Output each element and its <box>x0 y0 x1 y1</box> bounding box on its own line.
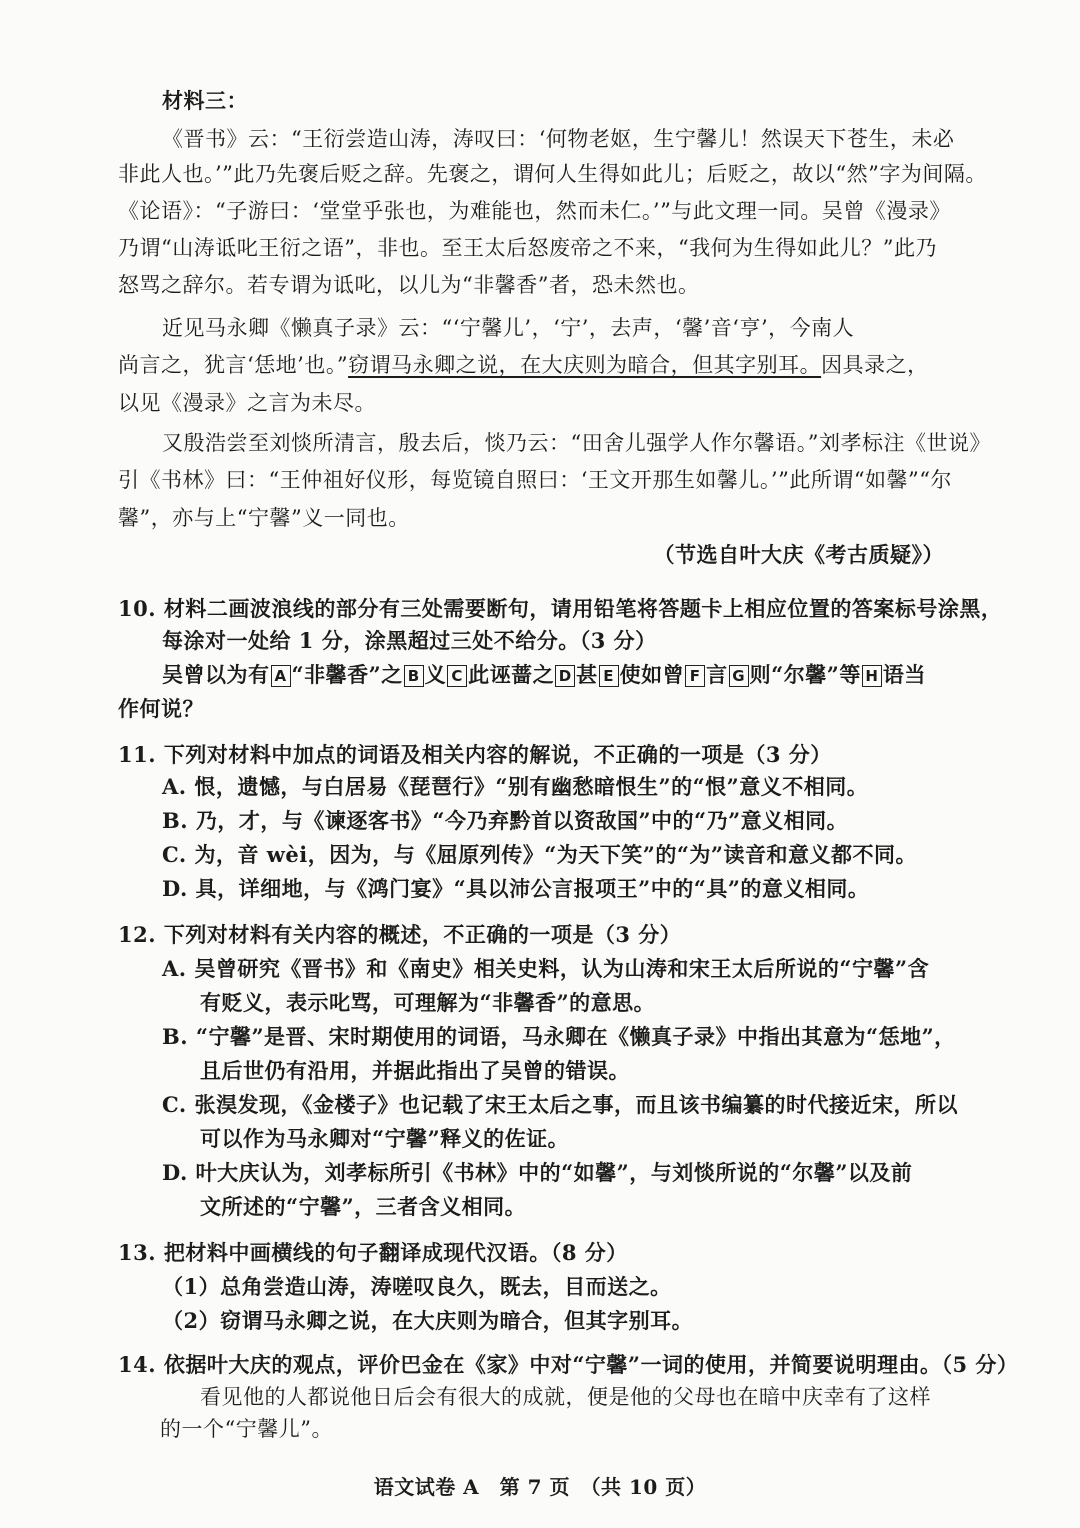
q10-stem-line2: 每涂对一处给 1 分，涂黑超过三处不给分。（3 分） <box>162 628 657 653</box>
q11-option-c: C. 为，音 wèi，因为，与《屈原列传》“为天下笑”的“为”读音和意义都不同。 <box>162 842 918 867</box>
q12-option-a-line2: 有贬义，表示叱骂，可理解为“非馨香”的意思。 <box>200 990 656 1015</box>
q10-segment: 吴曾以为有 <box>162 662 270 687</box>
q12-option-d-line2: 文所述的“宁馨”，三者含义相同。 <box>200 1194 527 1219</box>
source-citation: （节选自叶大庆《考古质疑》） <box>653 542 944 567</box>
q12-option-c-line2: 可以作为马永卿对“宁馨”释义的佐证。 <box>200 1126 570 1151</box>
material3-para2-line2 <box>118 350 929 380</box>
material3-heading: 材料三： <box>162 88 248 113</box>
q12-option-b-line2: 且后世仍有沿用，并据此指出了吴曾的错误。 <box>200 1058 630 1083</box>
q10-segment: 此诬蔷之 <box>468 662 555 687</box>
q10-segment: 则“尔馨”等 <box>749 662 861 687</box>
material3-para2-line3: 以见《漫录》之言为未尽。 <box>118 391 376 415</box>
q12-option-d-line1: D. 叶大庆认为，刘孝标所引《书林》中的“如馨”，与刘惔所说的“尔馨”以及前 <box>162 1160 913 1185</box>
material3-para3-line1: 又殷浩尝至刘惔所清言，殷去后，惔乃云：“田舍儿强学人作尔馨语。”刘孝标注《世说》 <box>162 431 991 455</box>
answer-box-g[interactable]: G <box>729 665 749 687</box>
underlined-sentence: 窃谓马永卿之说，在大庆则为暗合，但其字别耳。 <box>348 353 822 377</box>
page-footer: 语文试卷 A 第 7 页 （共 10 页） <box>373 1475 707 1499</box>
q12-option-b-line1: B. “宁馨”是晋、宋时期使用的词语，马永卿在《懒真子录》中指出其意为“恁地”， <box>162 1024 956 1049</box>
answer-box-e[interactable]: E <box>599 665 619 687</box>
q11-stem: 11. 下列对材料中加点的词语及相关内容的解说，不正确的一项是（3 分） <box>118 742 832 767</box>
q12-option-a-line1: A. 吴曾研究《晋书》和《南史》相关史料，认为山涛和宋王太后所说的“宁馨”含 <box>162 956 930 981</box>
q10-segment: 使如曾 <box>619 662 685 687</box>
q12-option-c-line1: C. 张淏发现，《金楼子》也记载了宋王太后之事，而且该书编纂的时代接近宋，所以 <box>162 1092 958 1117</box>
material3-para3-line2: 引《书林》曰：“王仲祖好仪形，每览镜自照曰：‘王文开那生如馨儿。’”此所谓“如馨”“尔 <box>118 468 953 492</box>
q14-stem: 14. 依据叶大庆的观点，评价巴金在《家》中对“宁馨”一词的使用，并简要说明理由。（5 分） <box>118 1352 1019 1377</box>
q10-segment: 义 <box>424 662 447 687</box>
q10-stem-line1: 10. 材料二画波浪线的部分有三处需要断句，请用铅笔将答题卡上相应位置的答案标号涂黑， <box>118 596 1003 621</box>
q14-quote-line2: 的一个“宁馨儿”。 <box>160 1417 333 1441</box>
q10-segment: 言 <box>706 662 728 687</box>
answer-box-c[interactable]: C <box>447 665 467 687</box>
q13-stem: 13. 把材料中画横线的句子翻译成现代汉语。（8 分） <box>118 1240 628 1265</box>
material3-para1-line5: 怒骂之辞尔。若专谓为诋叱，以儿为“非馨香”者，恐未然也。 <box>118 273 700 297</box>
material3-para1-line1: 《晋书》云：“王衍尝造山涛，涛叹曰：‘何物老妪，生宁馨儿！然误天下苍生，未必 <box>162 127 955 151</box>
answer-box-h[interactable]: H <box>862 665 882 687</box>
q11-option-d: D. 具，详细地，与《鸿门宴》“具以沛公言报项王”中的“具”的意义相同。 <box>162 876 870 901</box>
q10-segment: 甚 <box>576 662 598 687</box>
answer-box-b[interactable]: B <box>404 665 424 687</box>
q11-option-b: B. 乃，才，与《谏逐客书》“今乃弃黔首以资敌国”中的“乃”意义相同。 <box>162 808 849 833</box>
material3-para1-line4: 乃谓“山涛诋叱王衍之语”，非也。至王太后怒废帝之不来，“我何为生得如此儿？”此乃 <box>118 236 937 260</box>
q10-sentence-line <box>162 660 926 690</box>
q13-item-2: （2）窃谓马永卿之说，在大庆则为暗合，但其字别耳。 <box>162 1308 694 1333</box>
answer-box-f[interactable]: F <box>685 665 705 687</box>
q10-segment: 语当 <box>882 662 926 687</box>
q10-segment: “非馨香”之 <box>291 662 403 687</box>
material3-para2-line1: 近见马永卿《懒真子录》云：“‘宁馨儿’，‘宁’，去声，‘馨’音‘亨’，今南人 <box>162 316 855 340</box>
q13-item-1: （1）总角尝造山涛，涛嗟叹良久，既去，目而送之。 <box>162 1274 672 1299</box>
material3-para1-line3: 《论语》：“子游曰：‘堂堂乎张也，为难能也，然而未仁。’”与此文理一同。吴曾《漫录》 <box>118 199 951 223</box>
material3-para3-line3: 馨”，亦与上“宁馨”义一同也。 <box>118 506 410 530</box>
q11-option-a: A. 恨，遗憾，与白居易《琵琶行》“别有幽愁暗恨生”的“恨”意义不相同。 <box>162 774 869 799</box>
para2-text-pre: 尚言之，犹言‘恁地’也。” <box>118 353 349 377</box>
q12-stem: 12. 下列对材料有关内容的概述，不正确的一项是（3 分） <box>118 922 682 947</box>
answer-box-a[interactable]: A <box>271 665 291 687</box>
material3-para1-line2: 非此人也。’”此乃先褒后贬之辞。先褒之，谓何人生得如此儿；后贬之，故以“然”字为间隔。 <box>118 162 987 186</box>
q10-sentence-line2: 作何说？ <box>118 696 204 721</box>
q14-quote-line1: 看见他的人都说他日后会有很大的成就，便是他的父母也在暗中庆幸有了这样 <box>200 1385 931 1409</box>
para2-text-post: 因具录之， <box>821 353 929 377</box>
answer-box-d[interactable]: D <box>555 665 575 687</box>
